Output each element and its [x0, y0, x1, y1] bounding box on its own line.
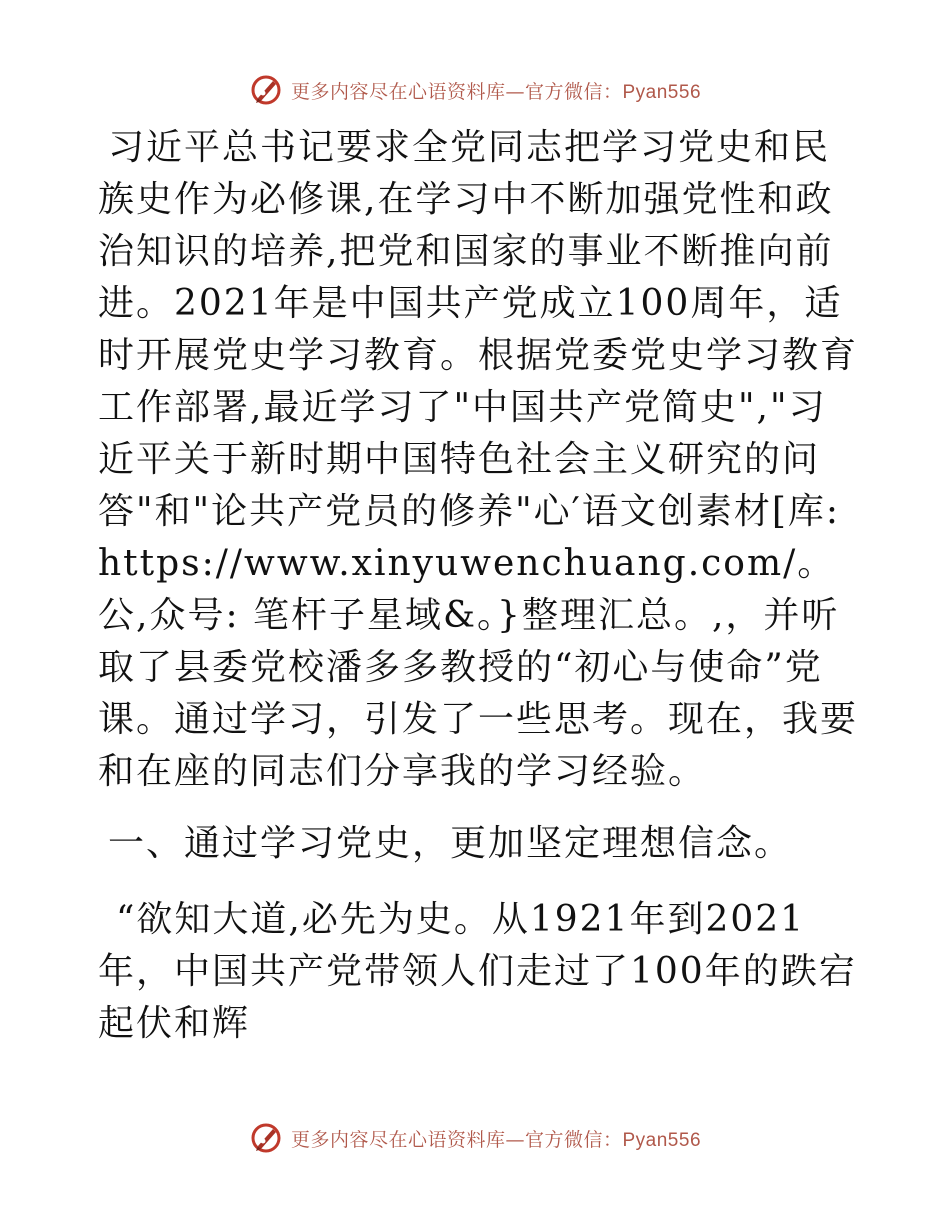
pen-logo-icon [249, 1121, 283, 1155]
pen-logo-icon [249, 73, 283, 107]
section-heading: 一、通过学习党史，更加坚定理想信念。 [108, 823, 793, 864]
footer-watermark [0, 1118, 950, 1158]
paragraph-history: “欲知大道,必先为史。从1921年到2021年，中国共产党带领人们走过了100年的跌宕起伏和辉 [98, 899, 857, 1044]
wechat-id: Pyan556 [622, 81, 702, 103]
header-watermark [0, 70, 950, 110]
document-body [98, 122, 858, 1050]
watermark-text: 更多内容尽在心语资料库—官方微信：Pyan556 [290, 1128, 702, 1151]
wechat-id: Pyan556 [622, 1129, 702, 1151]
paragraph-intro: 习近平总书记要求全党同志把学习党史和民族史作为必修课,在学习中不断加强党性和政治知识的培养,把党和国家的事业不断推向前进。2021年是中国共产党成立100周年，适时开展党史学习教育。根据党委党史学习教育工作部署,最近学习了"中国共产党简史","习近平关于新时期中国特色社会主义研究的问答"和"论共产党员的修养"心′语文创素材[库: https://www.xinyuwenchuang.com/。公,众号: 笔杆子星域&。}整理汇总。,，并听取了县委党校潘多多教授的“初心与使命”党课。通过学习，引发了一些思考。现在，我要和在座的同志们分享我的学习经验。 [98, 127, 859, 792]
watermark-text: 更多内容尽在心语资料库—官方微信：Pyan556 [290, 80, 702, 103]
